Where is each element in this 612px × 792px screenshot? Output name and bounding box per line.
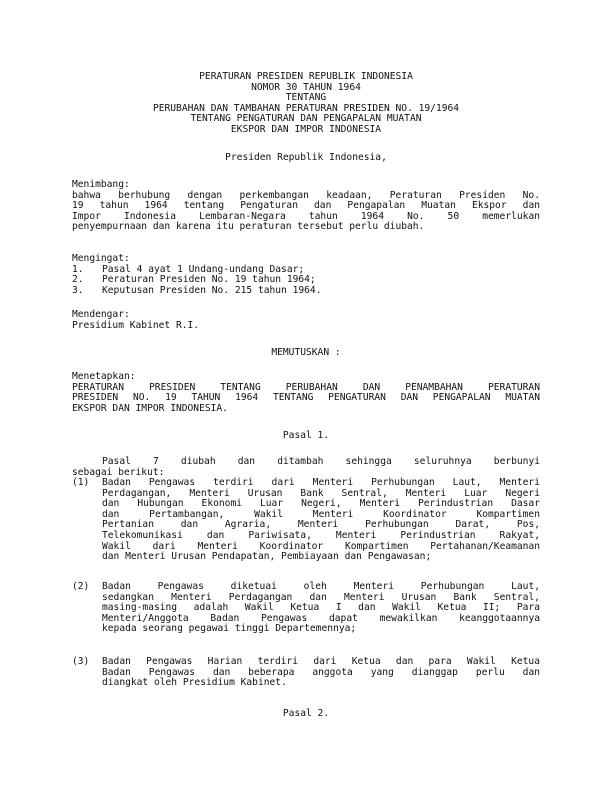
mendengar-section <box>72 310 540 331</box>
header-subject-1: PERUBAHAN DAN TAMBAHAN PERATURAN PRESIDEN NO. 19/1964 <box>152 102 460 114</box>
item-line: masing-masing adalah Wakil Ketua I dan Wakil Ketua II; Para <box>102 602 540 614</box>
menimbang-line: 19 tahun 1964 tentang Pengaturan dan Pengapalan Muatan Ekspor dan <box>72 200 540 212</box>
pasal-1-item <box>72 582 540 635</box>
item-body <box>102 657 540 689</box>
menetapkan-line: PRESIDEN NO. 19 TAHUN 1964 TENTANG PENGATURAN DAN PENGAPALAN MUATAN <box>72 392 540 404</box>
item-text: Pasal 4 ayat 1 Undang-undang Dasar; <box>102 263 305 275</box>
mengingat-section <box>72 254 540 296</box>
item-line: Pertanian dan Agraria, Menteri Perhubungan Darat, Pos, <box>102 519 540 531</box>
pasal-1-item <box>72 657 540 689</box>
item-line: Wakil dari Menteri Koordinator Kompartimen Pertahanan/Keamanan <box>102 540 540 552</box>
pasal-1-intro-line: Pasal 7 diubah dan ditambah sehingga seluruhnya berbunyi <box>102 456 540 467</box>
pasal-1-item <box>72 478 540 563</box>
item-line: Badan Pengawas dan beberapa anggota yang dianggap perlu dan <box>102 666 540 678</box>
menetapkan-line: PERATURAN PRESIDEN TENTANG PERUBAHAN DAN PENAMBAHAN PERATURAN <box>72 381 540 393</box>
president-line: Presiden Republik Indonesia, <box>225 152 387 163</box>
menimbang-line: Impor Indonesia Lembaran-Negara tahun 1964 No. 50 memerlukan <box>72 210 540 222</box>
menimbang-section <box>72 180 540 233</box>
item-number: 3. <box>72 284 84 296</box>
item-line: Badan Pengawas Harian terdiri dari Ketua dan para Wakil Ketua <box>102 656 540 667</box>
mendengar-label: Mendengar: <box>72 309 130 320</box>
item-number: (1) <box>72 477 90 488</box>
menimbang-line: bahwa berhubung dengan perkembangan keadaan, Peraturan Presiden No. <box>72 189 540 201</box>
header-number: NOMOR 30 TAHUN 1964 <box>251 81 361 93</box>
mendengar-text: Presidium Kabinet R.I. <box>72 319 200 331</box>
menetapkan-label: Menetapkan: <box>72 371 136 382</box>
pasal-1-intro-line: sebagai berikut: <box>72 466 165 478</box>
header-tentang: TENTANG <box>285 92 327 104</box>
pasal-2-title: Pasal 2. <box>282 708 330 719</box>
item-body <box>102 478 540 563</box>
document-header <box>0 72 612 136</box>
item-number: 2. <box>72 274 84 286</box>
item-body <box>102 582 540 635</box>
item-text: Peraturan Presiden No. 19 tahun 1964; <box>102 274 316 286</box>
item-line: dan Pertambangan, Wakil Menteri Koordinator Kompartimen <box>102 508 540 520</box>
item-line: kepada seorang pegawai tinggi Departemennya; <box>102 623 357 635</box>
item-line: sedangkan Menteri Perdagangan dan Menteri Urusan Bank Sentral, <box>102 591 540 603</box>
item-line: Badan Pengawas diketuai oleh Menteri Perhubungan Laut, <box>102 581 540 592</box>
header-subject-3: EKSPOR DAN IMPOR INDONESIA <box>230 123 382 135</box>
pasal-1-title: Pasal 1. <box>282 430 330 441</box>
memutuskan-heading: MEMUTUSKAN : <box>271 347 341 358</box>
header-subject-2: TENTANG PENGATURAN DAN PENGAPALAN MUATAN <box>190 113 422 125</box>
item-line: dan Hubungan Ekonomi Luar Negeri, Menteri Perindustrian Dasar <box>102 498 540 510</box>
menimbang-line: penyempurnaan dan karena itu peraturan tersebut perlu diubah. <box>72 221 425 233</box>
menetapkan-line: EKSPOR DAN IMPOR INDONESIA. <box>72 402 228 414</box>
header-title: PERATURAN PRESIDEN REPUBLIK INDONESIA <box>199 71 413 82</box>
item-line: dan Menteri Urusan Pendapatan, Pembiayaan dan Pengawasan; <box>102 551 432 563</box>
mengingat-label: Mengingat: <box>72 253 130 264</box>
pasal-1-intro <box>72 457 540 478</box>
item-text: Keputusan Presiden No. 215 tahun 1964. <box>102 284 322 296</box>
item-line: Perdagangan, Menteri Urusan Bank Sentral, Menteri Luar Negeri <box>102 487 540 499</box>
item-number: 1. <box>72 263 84 275</box>
item-number: (3) <box>72 656 90 667</box>
item-line: Menteri/Anggota Badan Pengawas dapat mewakilkan keanggotaannya <box>102 612 540 624</box>
item-line: Badan Pengawas terdiri dari Menteri Perhubungan Laut, Menteri <box>102 477 540 488</box>
menimbang-label: Menimbang: <box>72 179 130 190</box>
item-line: Telekomunikasi dan Pariwisata, Menteri Perindustrian Rakyat, <box>102 529 540 541</box>
mengingat-item <box>72 286 540 297</box>
menetapkan-section <box>72 372 540 414</box>
item-line: diangkat oleh Presidium Kabinet. <box>102 677 287 689</box>
item-number: (2) <box>72 581 90 592</box>
